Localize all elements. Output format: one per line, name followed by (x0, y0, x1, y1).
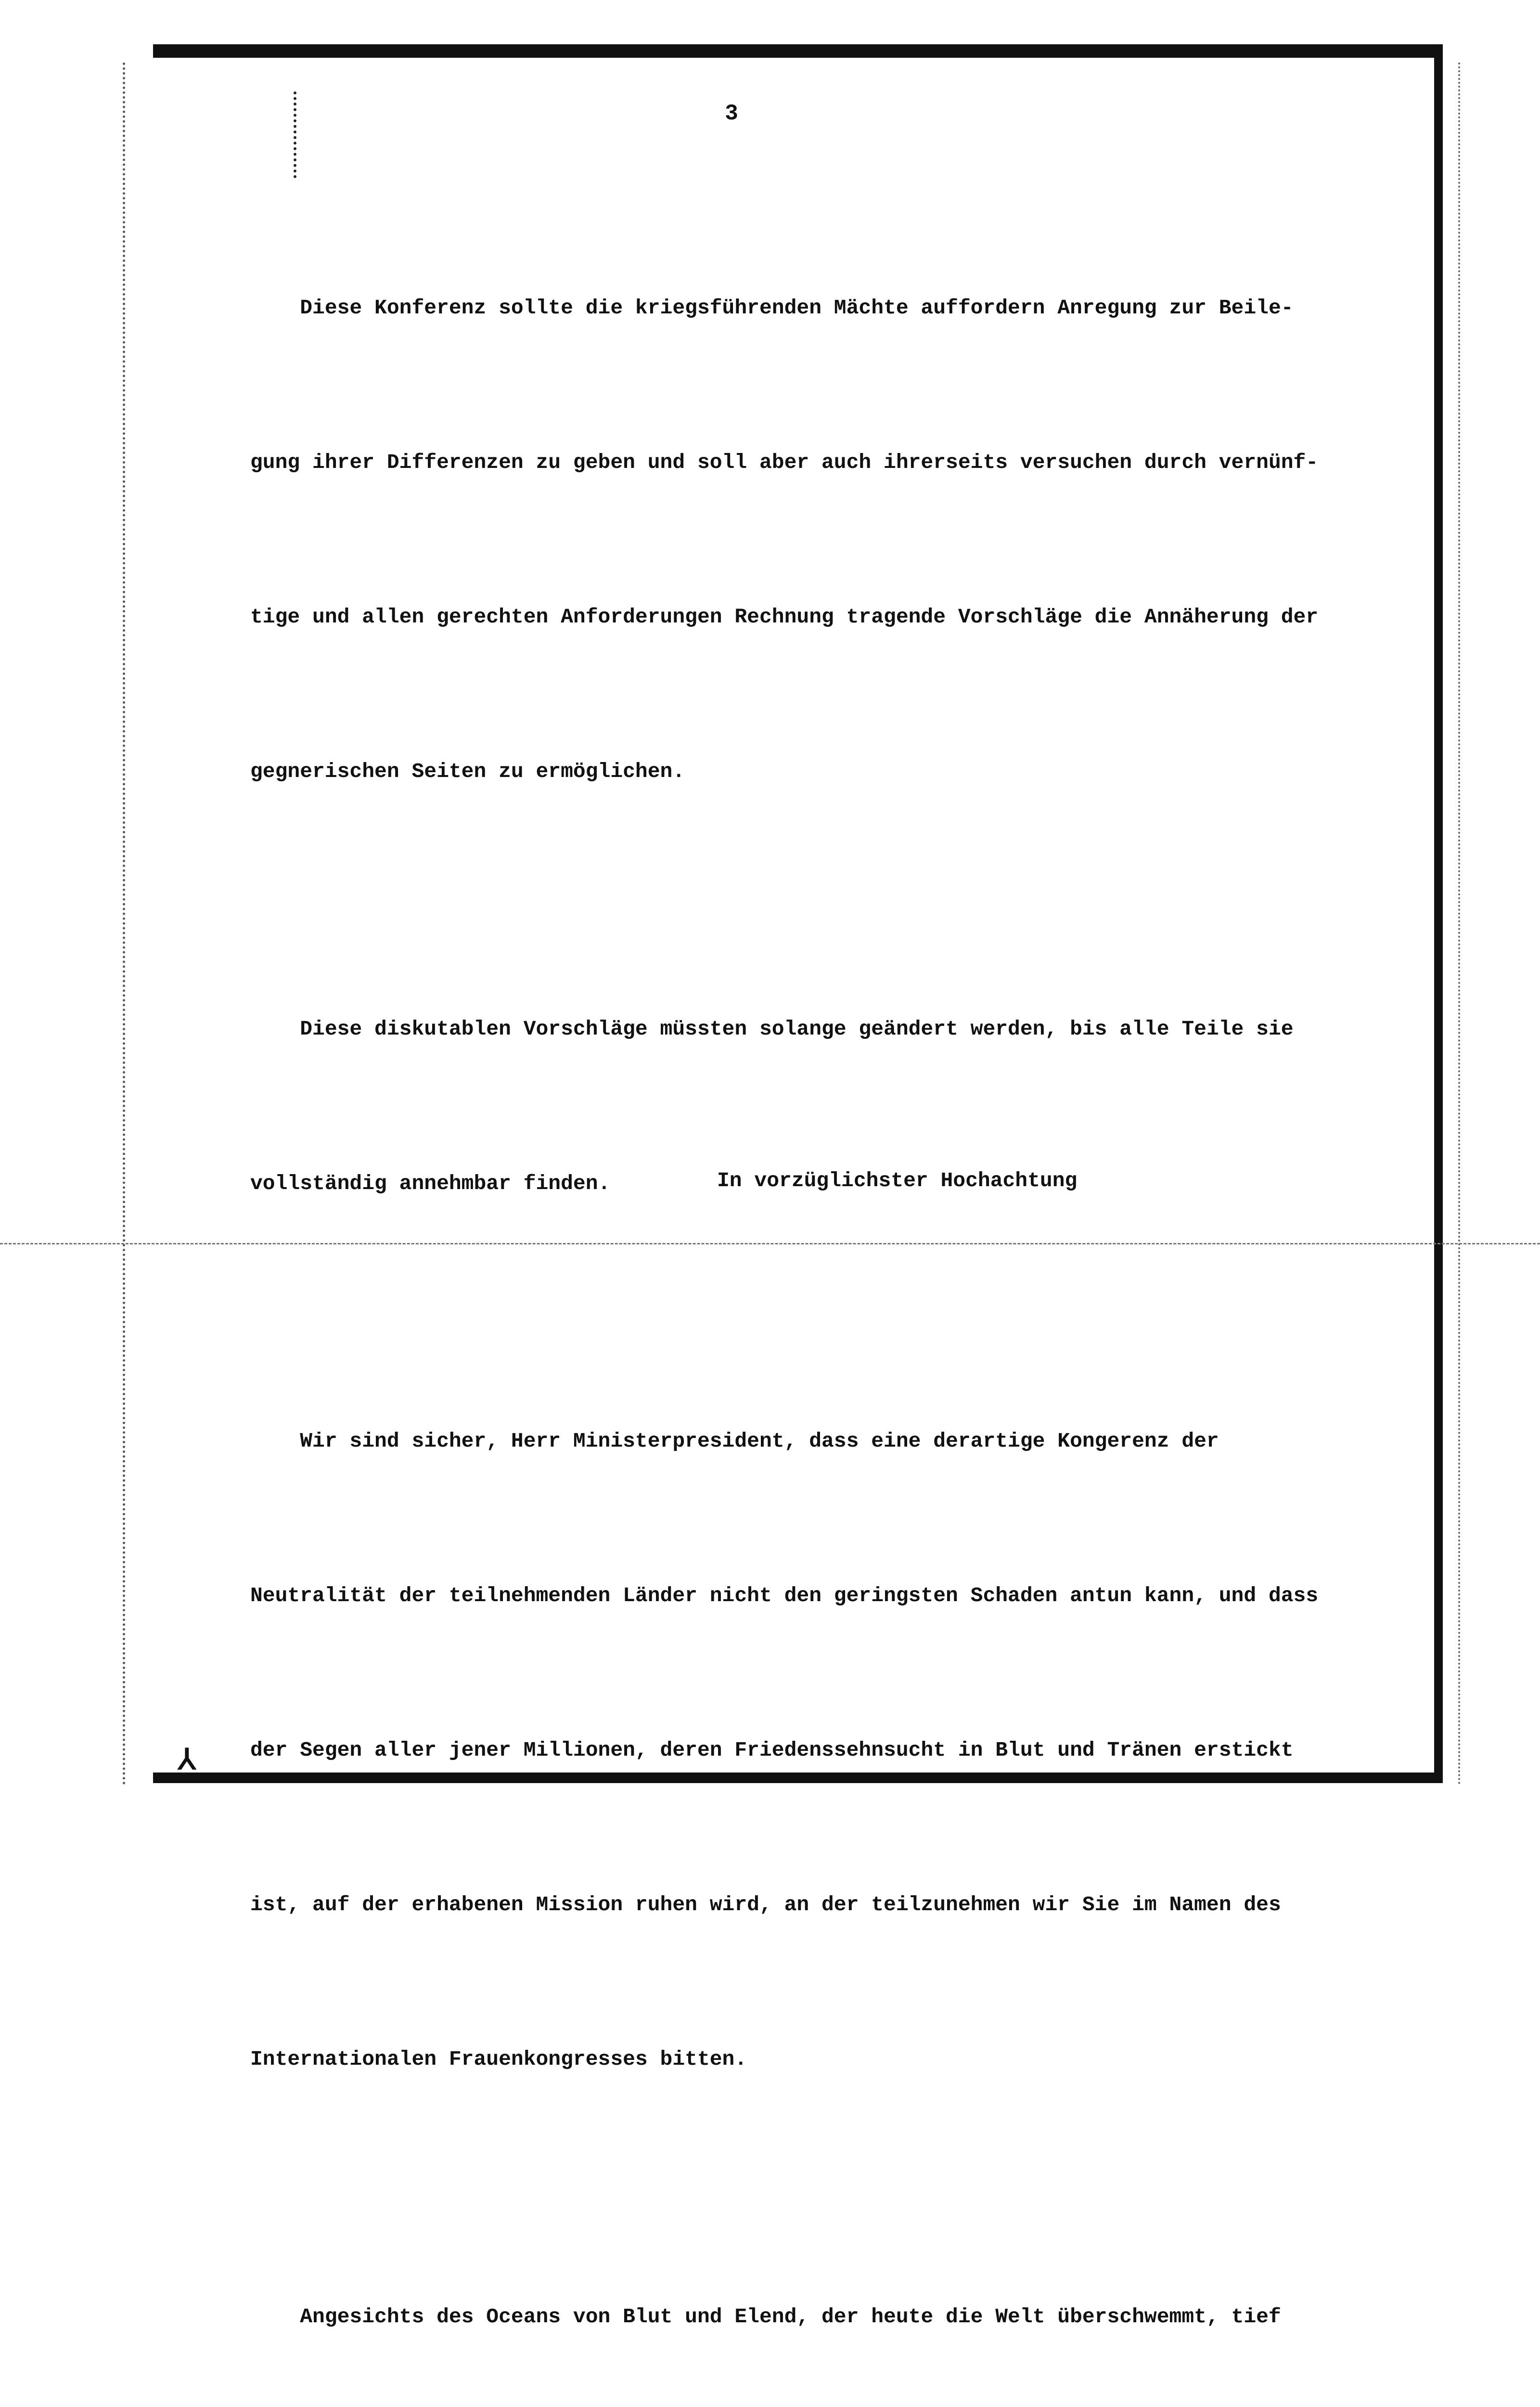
text-line: gegnerischen Seiten zu ermöglichen. (250, 760, 685, 783)
text-line: vollständig annehmbar finden. (250, 1172, 611, 1195)
scan-mark-icon: ⅄ (178, 1746, 196, 1778)
text-line: Internationalen Frauenkongresses bitten. (250, 2047, 747, 2071)
closing-salutation: In vorzüglichster Hochachtung (717, 1169, 1078, 1192)
text-line: der Segen aller jener Millionen, deren Friedenssehnsucht in Blut und Tränen erstickt (250, 1738, 1294, 1762)
text-line: Diese Konferenz sollte die kriegsführenden Mächte auffordern Anregung zur Beile- (250, 296, 1294, 320)
paragraph (250, 2188, 1386, 2407)
text-line: gung ihrer Differenzen zu geben und soll aber auch ihrerseits versuchen durch vernünf- (250, 451, 1319, 474)
paragraph (250, 900, 1386, 1312)
page-number: 3 (725, 101, 738, 126)
text-line: ist, auf der erhabenen Mission ruhen wird, an der teilzunehmen wir Sie im Namen des (250, 1893, 1281, 1916)
scan-noise-right (1458, 63, 1475, 1786)
text-line: Diese diskutablen Vorschläge müssten solange geändert werden, bis alle Teile sie (250, 1017, 1294, 1041)
paragraph (250, 179, 1386, 900)
paragraph (250, 1312, 1386, 2188)
text-line: tige und allen gerechten Anforderungen Rechnung tragende Vorschläge die Annäherung der (250, 605, 1319, 629)
scan-noise-left (123, 63, 144, 1786)
text-line: Neutralität der teilnehmenden Länder nicht den geringsten Schaden antun kann, und dass (250, 1584, 1319, 1607)
margin-dots (294, 91, 300, 178)
letter-body (250, 179, 1386, 2407)
text-line: Angesichts des Oceans von Blut und Elend, der heute die Welt überschwemmt, tief (250, 2305, 1281, 2329)
text-line: Wir sind sicher, Herr Ministerpresident, dass eine derartige Kongerenz der (250, 1429, 1219, 1453)
